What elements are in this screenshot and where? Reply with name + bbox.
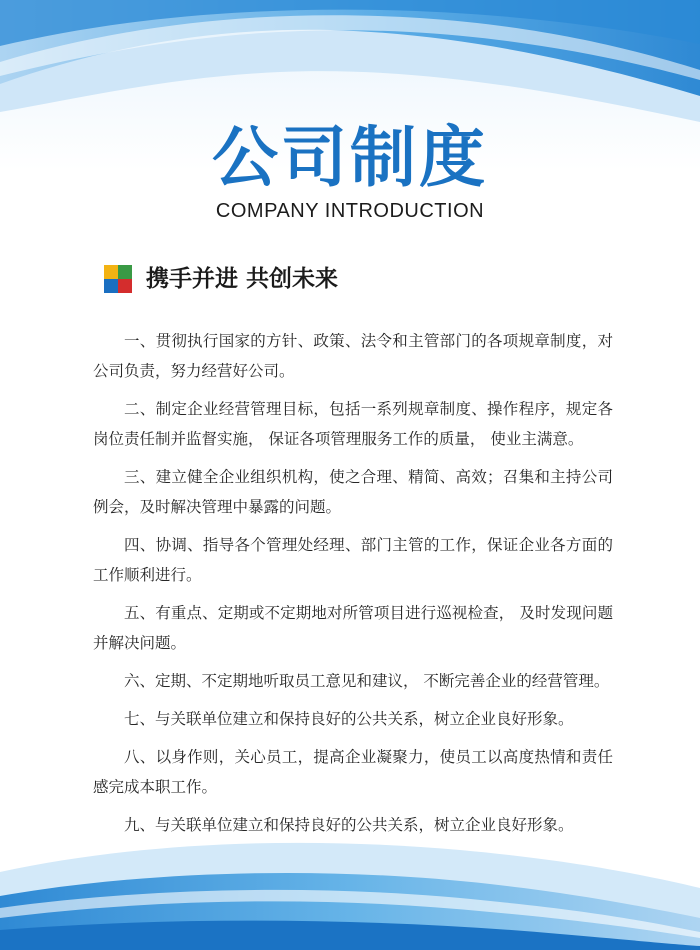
regulation-paragraph-2: 二、制定企业经营管理目标，包括一系列规章制度、操作程序，规定各岗位责任制并监督实施， 保证各项管理服务工作的质量， 使业主满意。 [93,400,613,448]
blue-square [104,279,118,293]
regulation-paragraph-1: 一、贯彻执行国家的方针、政策、法令和主管部门的各项规章制度，对公司负责，努力经营好公司。 [93,332,613,380]
section-heading: 携手并进 共创未来 [146,266,339,292]
red-square [118,279,132,293]
regulation-paragraph-5: 五、有重点、定期或不定期地对所管项目进行巡视检查， 及时发现问题并解决问题。 [93,604,613,652]
regulation-paragraph-3: 三、建立健全企业组织机构，使之合理、精简、高效；召集和主持公司例会，及时解决管理中暴露的问题。 [93,468,613,516]
page-subtitle: COMPANY INTRODUCTION [215,200,485,222]
regulations-body [93,326,613,848]
regulation-paragraph-9: 九、与关联单位建立和保持良好的公共关系，树立企业良好形象。 [124,816,574,834]
green-square [118,265,132,279]
regulation-paragraph-7: 七、与关联单位建立和保持良好的公共关系，树立企业良好形象。 [124,710,574,728]
yellow-square [104,265,118,279]
regulation-paragraph-6: 六、定期、不定期地听取员工意见和建议， 不断完善企业的经营管理。 [124,672,610,690]
regulation-paragraph-4: 四、协调、指导各个管理处经理、部门主管的工作，保证企业各方面的工作顺利进行。 [93,536,613,584]
regulation-paragraph-8: 八、以身作则，关心员工，提高企业凝聚力，使员工以高度热情和责任感完成本职工作。 [93,748,613,796]
page-title: 公司制度 [212,119,488,196]
four-color-squares-icon [104,265,132,293]
